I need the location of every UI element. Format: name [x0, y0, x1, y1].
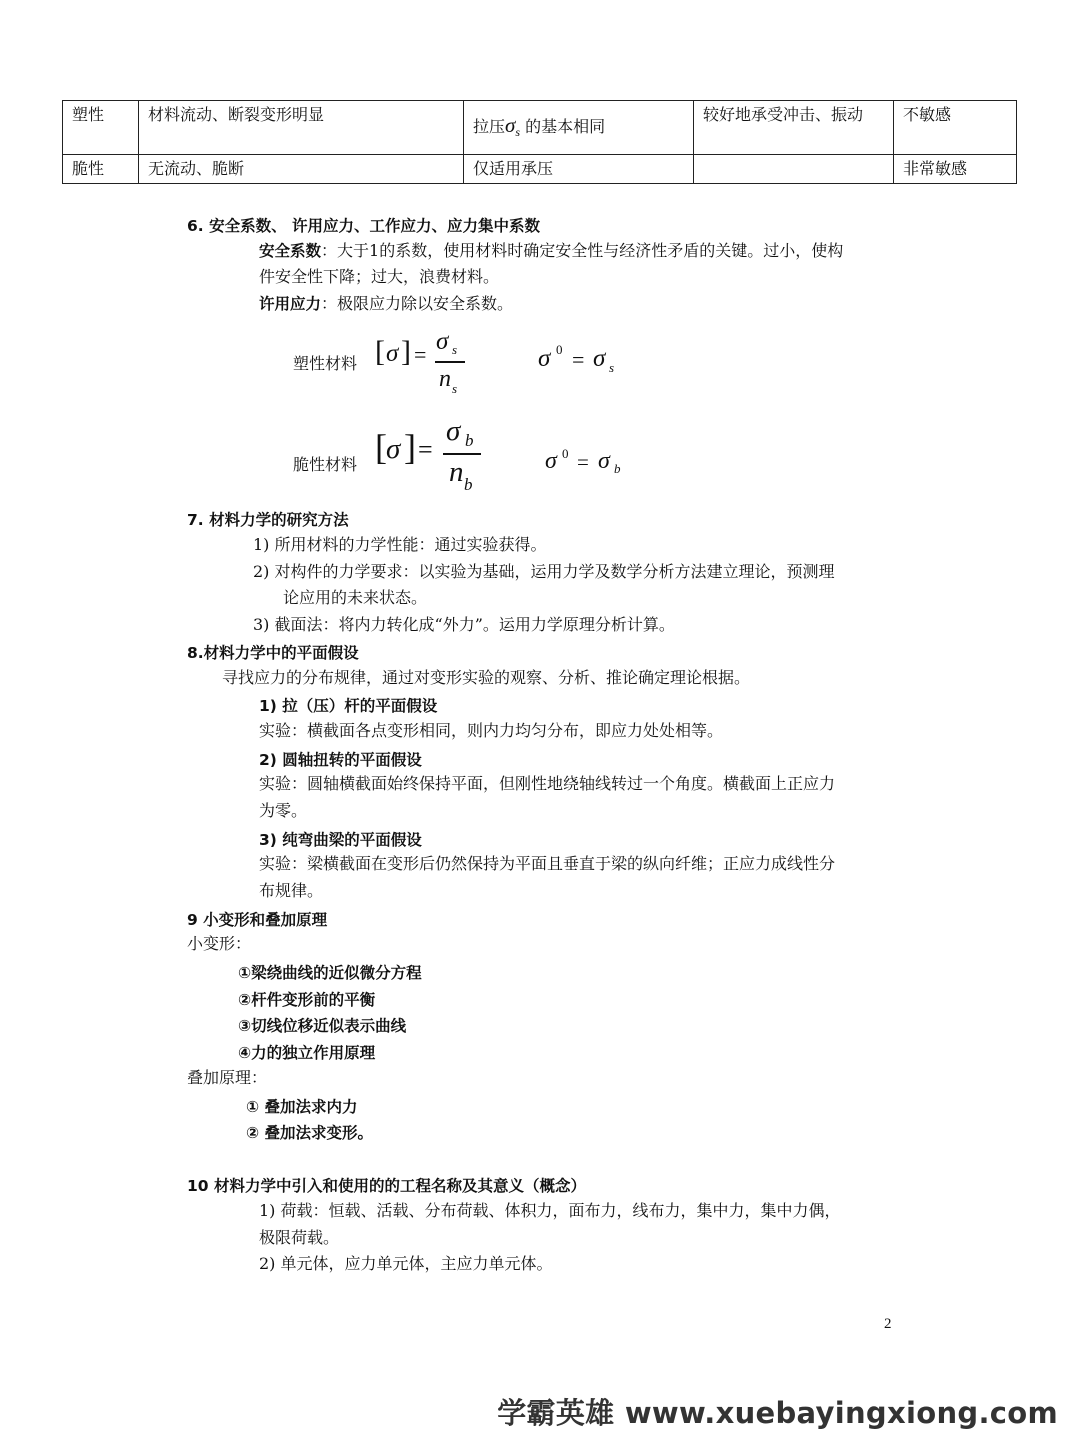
section-6-heading: 6. 安全系数、 许用应力、工作应力、应力集中系数: [187, 217, 540, 235]
subscript-b: b: [464, 475, 473, 494]
subheading: 2) 圆轴扭转的平面假设: [259, 751, 422, 769]
bracket-right: ]: [404, 427, 416, 467]
material-property-table: [62, 100, 1017, 184]
list-item: ③切线位移近似表示曲线: [238, 1017, 407, 1035]
list-item: 2) 单元体，应力单元体，主应力单元体。: [259, 1254, 553, 1273]
plastic-material-label: 塑性材料: [293, 354, 358, 373]
list-item: ② 叠加法求变形。: [246, 1124, 374, 1142]
sigma-symbol: σ: [386, 433, 401, 465]
paragraph: 实验：横截面各点变形相同，则内力均匀分布，即应力处处相等。: [259, 721, 724, 740]
section-9-heading: 9 小变形和叠加原理: [187, 911, 328, 929]
paragraph: 为零。: [259, 801, 308, 820]
list-item: 1) 荷载：恒载、活载、分布荷载、体积力，面布力，线布力，集中力，集中力偶，: [259, 1201, 841, 1220]
safety-factor-text: ：大于1的系数，使用材料时确定安全性与经济性矛盾的关键。过小，使构: [321, 241, 844, 260]
table-row: [63, 155, 1017, 184]
n-symbol: n: [439, 366, 451, 392]
sigma-symbol: σ: [505, 112, 516, 137]
equals-sign: =: [418, 435, 433, 464]
section-10-heading: 10 材料力学中引入和使用的的工程名称及其意义（概念）: [187, 1177, 586, 1195]
table-cell: [464, 101, 694, 155]
cell-text: 的基本相同: [525, 116, 606, 136]
list-item-cont: 极限荷载。: [259, 1228, 340, 1247]
watermark: 学霸英雄 www.xuebayingxiong.com: [497, 1396, 1058, 1430]
table-cell: [694, 155, 894, 184]
subscript: s: [515, 125, 521, 139]
list-item: ②杆件变形前的平衡: [238, 991, 376, 1009]
allowable-stress-text: ：极限应力除以安全系数。: [321, 294, 514, 313]
subscript-s: s: [452, 342, 458, 357]
sigma-symbol: σ: [598, 448, 610, 474]
allowable-stress-label: 许用应力: [259, 295, 322, 313]
table-cell: 不敏感: [894, 101, 1017, 155]
bracket-left: [: [375, 427, 387, 467]
superscript-0: 0: [562, 446, 569, 461]
safety-factor-paragraph: [259, 241, 843, 261]
subscript-b: b: [465, 431, 474, 450]
fraction-bar: [443, 453, 481, 455]
small-deformation-label: 小变形：: [187, 934, 252, 953]
paragraph: 实验：梁横截面在变形后仍然保持为平面且垂直于梁的纵向纤维；正应力成线性分: [259, 854, 836, 873]
safety-factor-label: 安全系数: [259, 242, 322, 260]
subheading: 3) 纯弯曲梁的平面假设: [259, 831, 422, 849]
equals-sign: =: [572, 347, 585, 372]
allowable-stress-paragraph: [259, 294, 513, 314]
list-item: ④力的独立作用原理: [238, 1044, 376, 1062]
bracket-right: ]: [401, 335, 411, 368]
list-item: ① 叠加法求内力: [246, 1098, 358, 1116]
brittle-material-label: 脆性材料: [293, 455, 358, 474]
section-7-heading: 7. 材料力学的研究方法: [187, 511, 349, 529]
safety-factor-text-cont: 件安全性下降；过大，浪费材料。: [259, 267, 500, 286]
list-item: 3) 截面法：将内力转化成“外力”。运用力学原理分析计算。: [253, 615, 675, 634]
equals-sign: =: [577, 450, 589, 474]
list-item: ①梁绕曲线的近似微分方程: [238, 964, 422, 982]
table-row: [63, 101, 1017, 155]
sigma-symbol: σ: [593, 345, 606, 372]
table-cell: 无流动、脆断: [139, 155, 464, 184]
subheading: 1) 拉（压）杆的平面假设: [259, 697, 438, 715]
section-8-intro: 寻找应力的分布规律，通过对变形实验的观察、分析、推论确定理论根据。: [222, 668, 751, 687]
table-cell: 脆性: [63, 155, 139, 184]
sigma-symbol: σ: [538, 345, 551, 372]
sigma-symbol: σ: [436, 328, 449, 355]
table-cell: 非常敏感: [894, 155, 1017, 184]
sigma-symbol: σ: [446, 415, 461, 447]
superposition-label: 叠加原理：: [187, 1068, 268, 1087]
cell-text: 拉压: [473, 116, 506, 136]
table-cell: 仅适用承压: [464, 155, 694, 184]
subscript-s: s: [452, 381, 458, 396]
sigma-symbol: σ: [545, 448, 557, 474]
paragraph: 布规律。: [259, 881, 324, 900]
section-8-heading: 8.材料力学中的平面假设: [187, 644, 359, 662]
sigma-symbol: σ: [386, 340, 399, 367]
table-cell: 塑性: [63, 101, 139, 155]
n-symbol: n: [449, 456, 464, 488]
table-cell: 较好地承受冲击、振动: [694, 101, 894, 155]
list-item: 2) 对构件的力学要求：以实验为基础，运用力学及数学分析方法建立理论，预测理: [253, 562, 835, 581]
fraction-bar: [435, 361, 465, 363]
bracket-left: [: [375, 335, 385, 368]
page-number: 2: [884, 1316, 892, 1332]
subscript-s: s: [609, 360, 615, 375]
paragraph: 实验：圆轴横截面始终保持平面，但刚性地绕轴线转过一个角度。横截面上正应力: [259, 774, 836, 793]
superscript-0: 0: [556, 342, 563, 357]
subscript-b: b: [614, 461, 621, 476]
table-cell: 材料流动、断裂变形明显: [139, 101, 464, 155]
equals-sign: =: [414, 342, 427, 367]
list-item: 1) 所用材料的力学性能：通过实验获得。: [253, 535, 547, 554]
list-item-cont: 论应用的未来状态。: [283, 588, 428, 607]
